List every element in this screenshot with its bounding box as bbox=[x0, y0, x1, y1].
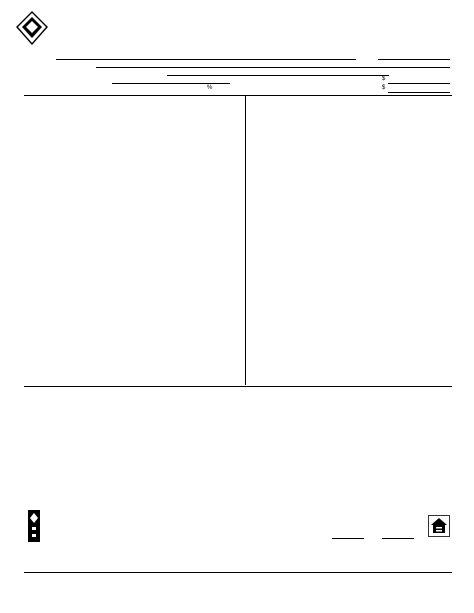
equal-housing-icon bbox=[428, 515, 450, 537]
publisher-logo-icon bbox=[28, 510, 40, 542]
car-logo bbox=[16, 11, 134, 49]
estimated-seller-proceeds-form: $ % $ bbox=[0, 0, 474, 613]
house-logo-icon bbox=[16, 11, 48, 45]
